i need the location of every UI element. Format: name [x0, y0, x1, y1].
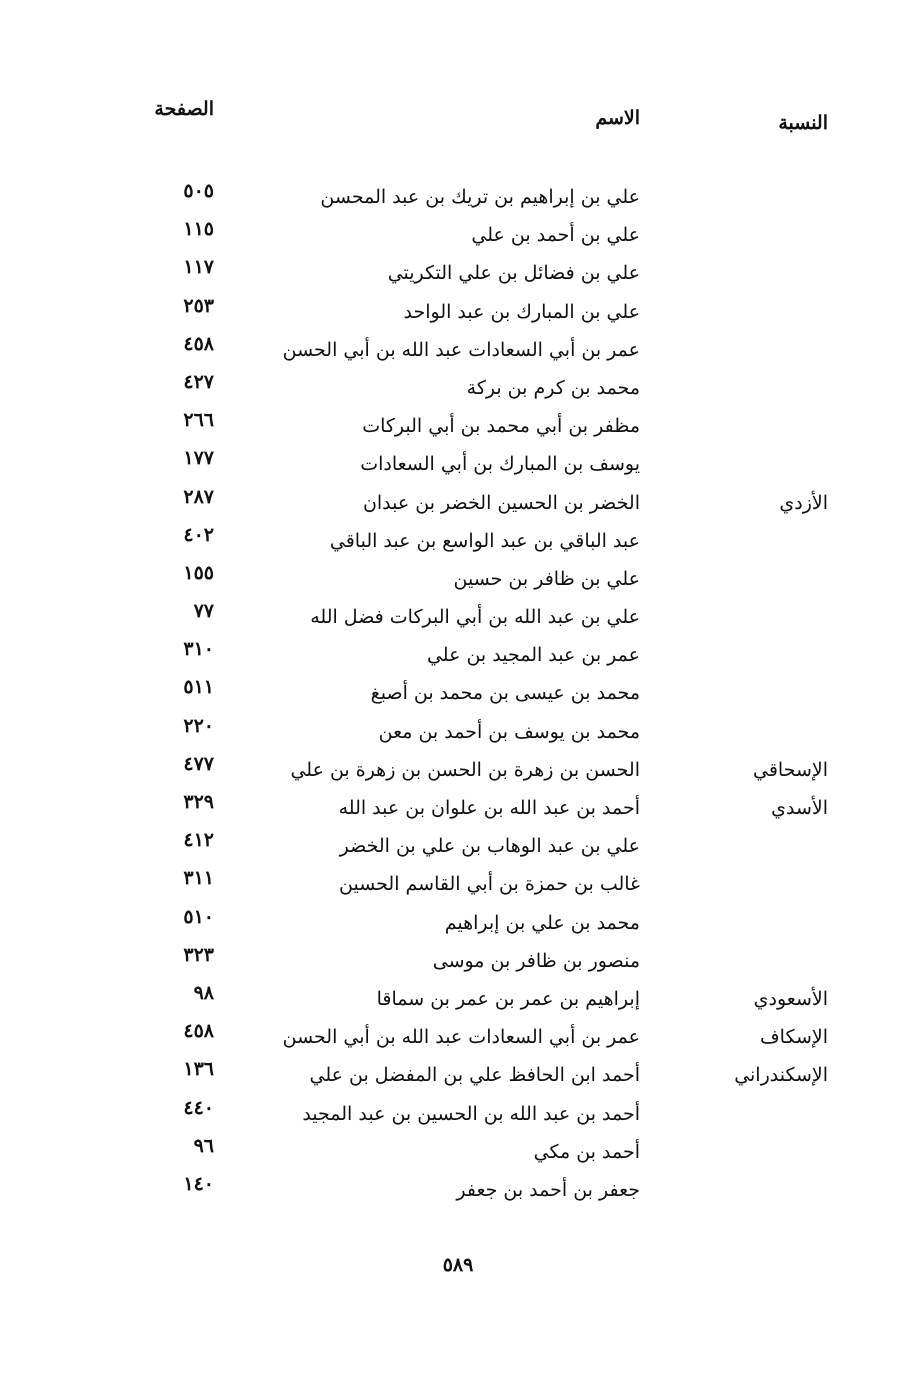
name-cell: علي بن المبارك بن عبد الواحد — [403, 300, 640, 323]
nisba-cell: الأسعودي — [753, 987, 828, 1010]
page-cell: ٢٥٣ — [183, 294, 214, 317]
page-cell: ٣٢٩ — [183, 791, 214, 813]
nisba-cell: الإسكاف — [759, 1026, 828, 1049]
name-cell: عمر بن أبي السعادات عبد الله بن أبي الحسن — [282, 338, 640, 361]
header-name: الاسم — [595, 107, 640, 129]
page-cell: ١٤٠ — [183, 1172, 214, 1195]
name-cell: أحمد ابن الحافظ علي بن المفضل بن علي — [309, 1064, 640, 1087]
name-cell: علي بن ظافر بن حسين — [453, 567, 640, 590]
page-cell: ٣١١ — [183, 867, 214, 890]
table-row — [0, 944, 916, 982]
name-cell: علي بن إبراهيم بن تريك بن عبد المحسن — [320, 186, 640, 208]
name-cell: عمر بن عبد المجيد بن علي — [426, 644, 640, 667]
name-cell: الخضر بن الحسين الخضر بن عبدان — [362, 491, 640, 514]
name-cell: محمد بن يوسف بن أحمد بن معن — [378, 720, 640, 743]
page-cell: ٩٨ — [193, 981, 214, 1004]
page-cell: ٣١٠ — [183, 638, 214, 661]
table-row — [0, 1058, 916, 1096]
header-page: الصفحة — [154, 98, 214, 120]
page-cell: ٩٦ — [193, 1134, 214, 1157]
page-cell: ٢٢٠ — [183, 714, 214, 737]
name-cell: منصور بن ظافر بن موسى — [432, 949, 640, 972]
page-cell: ١٣٦ — [183, 1058, 214, 1081]
page-cell: ٤٤٠ — [183, 1096, 214, 1119]
name-cell: أحمد بن عبد الله بن الحسين بن عبد المجيد — [302, 1102, 640, 1125]
name-cell: الحسن بن زهرة بن الحسن بن زهرة بن علي — [290, 758, 640, 781]
table-row — [0, 867, 916, 905]
table-row — [0, 1135, 916, 1173]
page-cell: ١١٧ — [183, 256, 214, 279]
table-row — [0, 333, 916, 371]
nisba-cell: الأسدي — [771, 797, 828, 819]
page-cell: ٤٧٧ — [183, 752, 214, 775]
page-cell: ٣٢٣ — [183, 943, 214, 966]
name-cell: غالب بن حمزة بن أبي القاسم الحسين — [339, 873, 640, 896]
name-cell: علي بن أحمد بن علي — [471, 224, 640, 247]
table-row — [0, 1097, 916, 1135]
page-cell: ٤١٢ — [183, 829, 214, 852]
table-row — [0, 753, 916, 791]
table-row — [0, 600, 916, 638]
page-cell: ٧٧ — [193, 600, 214, 623]
page-cell: ١٧٧ — [183, 447, 214, 470]
table-row — [0, 486, 916, 524]
name-cell: عبد الباقي بن عبد الواسع بن عبد الباقي — [329, 529, 640, 552]
name-cell: أحمد بن مكي — [533, 1140, 640, 1163]
page-cell: ٤٠٢ — [183, 523, 214, 546]
table-row — [0, 982, 916, 1020]
name-cell: محمد بن كرم بن بركة — [466, 376, 640, 399]
table-row — [0, 295, 916, 333]
page-cell: ١١٥ — [183, 218, 214, 241]
nisba-cell: الأزدي — [779, 491, 828, 514]
name-cell: علي بن عبد الله بن أبي البركات فضل الله — [310, 606, 640, 629]
index-table — [0, 180, 916, 1211]
name-cell: جعفر بن أحمد بن جعفر — [456, 1178, 640, 1201]
page-cell: ٥١١ — [183, 676, 214, 699]
table-row — [0, 218, 916, 256]
table-row — [0, 180, 916, 218]
nisba-cell: الإسكندراني — [734, 1064, 828, 1087]
table-row — [0, 638, 916, 676]
header-nisba: النسبة — [778, 112, 828, 134]
name-cell: أحمد بن عبد الله بن علوان بن عبد الله — [338, 797, 640, 819]
name-cell: عمر بن أبي السعادات عبد الله بن أبي الحسن — [282, 1026, 640, 1049]
table-row — [0, 906, 916, 944]
table-row — [0, 676, 916, 714]
page-cell: ٢٨٧ — [183, 485, 214, 508]
table-row — [0, 715, 916, 753]
page-cell: ٥٠٥ — [183, 180, 214, 202]
table-row — [0, 409, 916, 447]
page-cell: ١٥٥ — [183, 561, 214, 584]
nisba-cell: الإسحاقي — [752, 758, 828, 781]
table-row — [0, 1173, 916, 1211]
table-row — [0, 371, 916, 409]
name-cell: علي بن فضائل بن علي التكريتي — [387, 262, 640, 285]
page-cell: ٤٢٧ — [183, 370, 214, 393]
page-cell: ٥١٠ — [183, 905, 214, 928]
table-row — [0, 562, 916, 600]
table-row — [0, 791, 916, 829]
name-cell: إبراهيم بن عمر بن عمر بن سماقا — [376, 987, 640, 1010]
name-cell: علي بن عبد الوهاب بن علي بن الخضر — [339, 835, 640, 858]
page-number: ٥٨٩ — [442, 1254, 474, 1276]
table-row — [0, 829, 916, 867]
page-cell: ٤٥٨ — [183, 332, 214, 355]
name-cell: محمد بن علي بن إبراهيم — [444, 911, 640, 934]
name-cell: محمد بن عيسى بن محمد بن أصبغ — [370, 682, 640, 705]
table-row — [0, 447, 916, 485]
table-row — [0, 524, 916, 562]
name-cell: يوسف بن المبارك بن أبي السعادات — [360, 453, 640, 476]
page-cell: ٤٥٨ — [183, 1020, 214, 1043]
name-cell: مظفر بن أبي محمد بن أبي البركات — [362, 415, 640, 438]
table-row — [0, 256, 916, 294]
page-cell: ٢٦٦ — [183, 409, 214, 432]
table-row — [0, 1020, 916, 1058]
